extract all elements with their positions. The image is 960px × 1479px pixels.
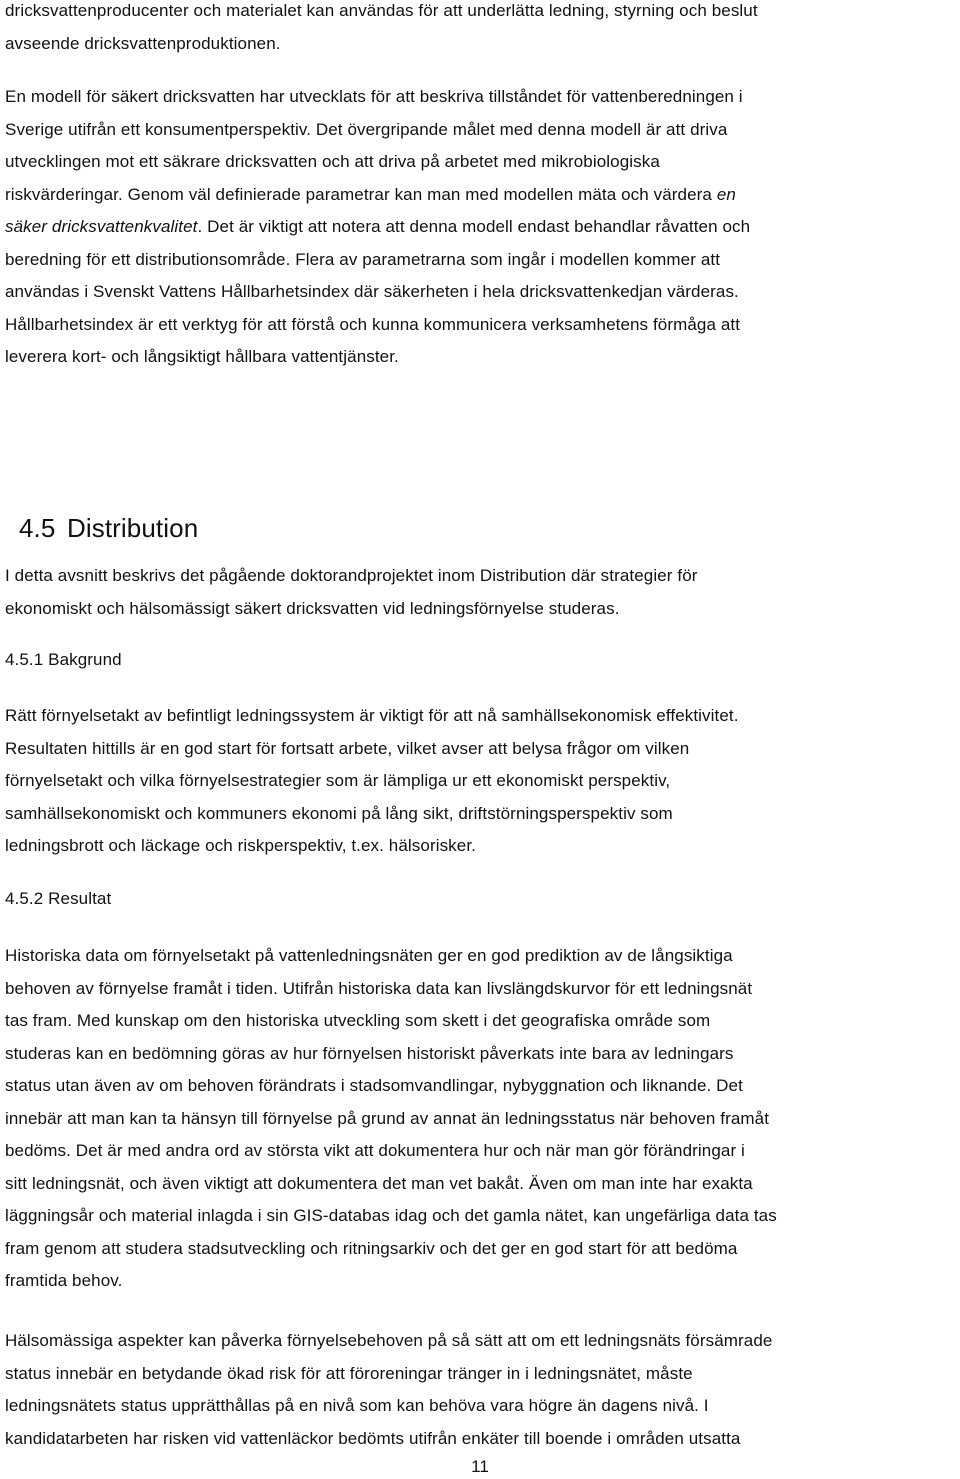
text-line: avseende dricksvattenproduktionen. — [5, 33, 281, 53]
text-line: dricksvattenproducenter och materialet kan användas för att underlätta ledning, styrning och beslut — [5, 1, 758, 20]
subsection-heading-resultat: 4.5.2 Resultat — [5, 889, 112, 908]
page-number: 11 — [471, 1457, 489, 1476]
text-line: behoven av förnyelse framåt i tiden. Utifrån historiska data kan livslängdskurvor för ett ledningsnät — [5, 978, 753, 998]
italic-text: en — [716, 184, 736, 204]
text-line: användas i Svenskt Vattens Hållbarhetsindex där säkerheten i hela dricksvattenkedjan värderas. — [5, 282, 739, 301]
text-line: tas fram. Med kunskap om den historiska utveckling som skett i det geografiska område som — [5, 1011, 711, 1030]
text-line: I detta avsnitt beskrivs det pågående doktorandprojektet inom Distribution där strategier för — [5, 566, 698, 585]
text-line: Hållbarhetsindex är ett verktyg för att förstå och kunna kommunicera verksamhetens förmåga att — [5, 314, 741, 334]
section-title: Distribution — [67, 513, 199, 543]
text-line: studeras kan en bedömning göras av hur förnyelsen historiskt påverkats inte bara av ledningars — [5, 1043, 734, 1063]
italic-text: säker dricksvattenkvalitet — [5, 217, 198, 236]
text-line: sitt ledningsnät, och även viktigt att dokumentera det man vet bakåt. Även om man inte har exakta — [5, 1173, 753, 1193]
text-line: förnyelsetakt och vilka förnyelsestrategier som är lämpliga ur ett ekonomiskt perspektiv, — [5, 771, 671, 790]
text-line: ledningsbrott och läckage och riskperspektiv, t.ex. hälsorisker. — [5, 836, 476, 855]
text-line: kandidatarbeten har risken vid vattenläckor bedömts utifrån enkäter till boende i områden utsatta — [5, 1428, 741, 1448]
text-line: ledningsnätets status upprätthållas på en nivå som kan behöva vara högre än dagens nivå. I — [5, 1396, 709, 1415]
section-heading — [19, 513, 198, 544]
text-line: innebär att man kan ta hänsyn till förnyelse på grund av annat än ledningsstatus när behoven framåt — [5, 1108, 770, 1128]
text-line — [5, 179, 750, 212]
text-line: utvecklingen mot ett säkrare dricksvatten och att driva på arbetet med mikrobiologiska — [5, 152, 660, 171]
paragraph-bakgrund — [5, 700, 739, 863]
text-line: Sverige utifrån ett konsumentperspektiv. Det övergripande målet med denna modell är att driva — [5, 119, 728, 139]
paragraph-section-intro — [5, 560, 698, 625]
text-line: leverera kort- och långsiktigt hållbara vattentjänster. — [5, 347, 399, 366]
text-line: Historiska data om förnyelsetakt på vattenledningsnäten ger en god prediktion av de långsiktiga — [5, 946, 733, 965]
text-segment: . Det är viktigt att notera att denna modell endast behandlar råvatten och — [197, 217, 751, 236]
text-line: Hälsomässiga aspekter kan påverka förnyelsebehoven på så sätt att om ett ledningsnäts försämrade — [5, 1331, 773, 1350]
text-line: bedöms. Det är med andra ord av största vikt att dokumentera hur och när man gör förändringar i — [5, 1141, 745, 1160]
text-line: läggningsår och material inlagda i sin GIS-databas idag och det gamla nätet, kan ungefärliga data tas — [5, 1206, 777, 1225]
paragraph-intro-continuation — [5, 0, 758, 60]
paragraph-model-description — [5, 81, 750, 374]
text-line: En modell för säkert dricksvatten har utvecklats för att beskriva tillståndet för vattenberedningen i — [5, 87, 743, 106]
text-line: status innebär en betydande ökad risk för att föroreningar tränger in i ledningsnätet, måste — [5, 1363, 693, 1383]
text-line: fram genom att studera stadsutveckling och ritningsarkiv och det ger en god start för att bedöma — [5, 1238, 738, 1258]
paragraph-resultat-2 — [5, 1325, 772, 1455]
section-number: 4.5 — [19, 513, 56, 543]
text-line: ekonomiskt och hälsomässigt säkert dricksvatten vid ledningsförnyelse studeras. — [5, 598, 620, 618]
subsection-heading-bakgrund: 4.5.1 Bakgrund — [5, 650, 122, 669]
text-line: beredning för ett distributionsområde. Flera av parametrarna som ingår i modellen kommer att — [5, 249, 721, 269]
text-line: samhällsekonomiskt och kommuners ekonomi på lång sikt, driftstörningsperspektiv som — [5, 803, 673, 823]
text-line: Resultaten hittills är en god start för fortsatt arbete, vilket avser att belysa frågor om vilken — [5, 738, 690, 758]
text-segment: riskvärderingar. Genom väl definierade parametrar kan man med modellen mäta och värdera — [5, 184, 717, 204]
paragraph-resultat-1 — [5, 940, 777, 1298]
text-line — [5, 211, 750, 244]
text-line: Rätt förnyelsetakt av befintligt ledningssystem är viktigt för att nå samhällsekonomisk effektivitet. — [5, 706, 739, 725]
text-line: status utan även av om behoven förändrats i stadsomvandlingar, nybyggnation och liknande. Det — [5, 1076, 743, 1095]
text-line: framtida behov. — [5, 1271, 123, 1290]
